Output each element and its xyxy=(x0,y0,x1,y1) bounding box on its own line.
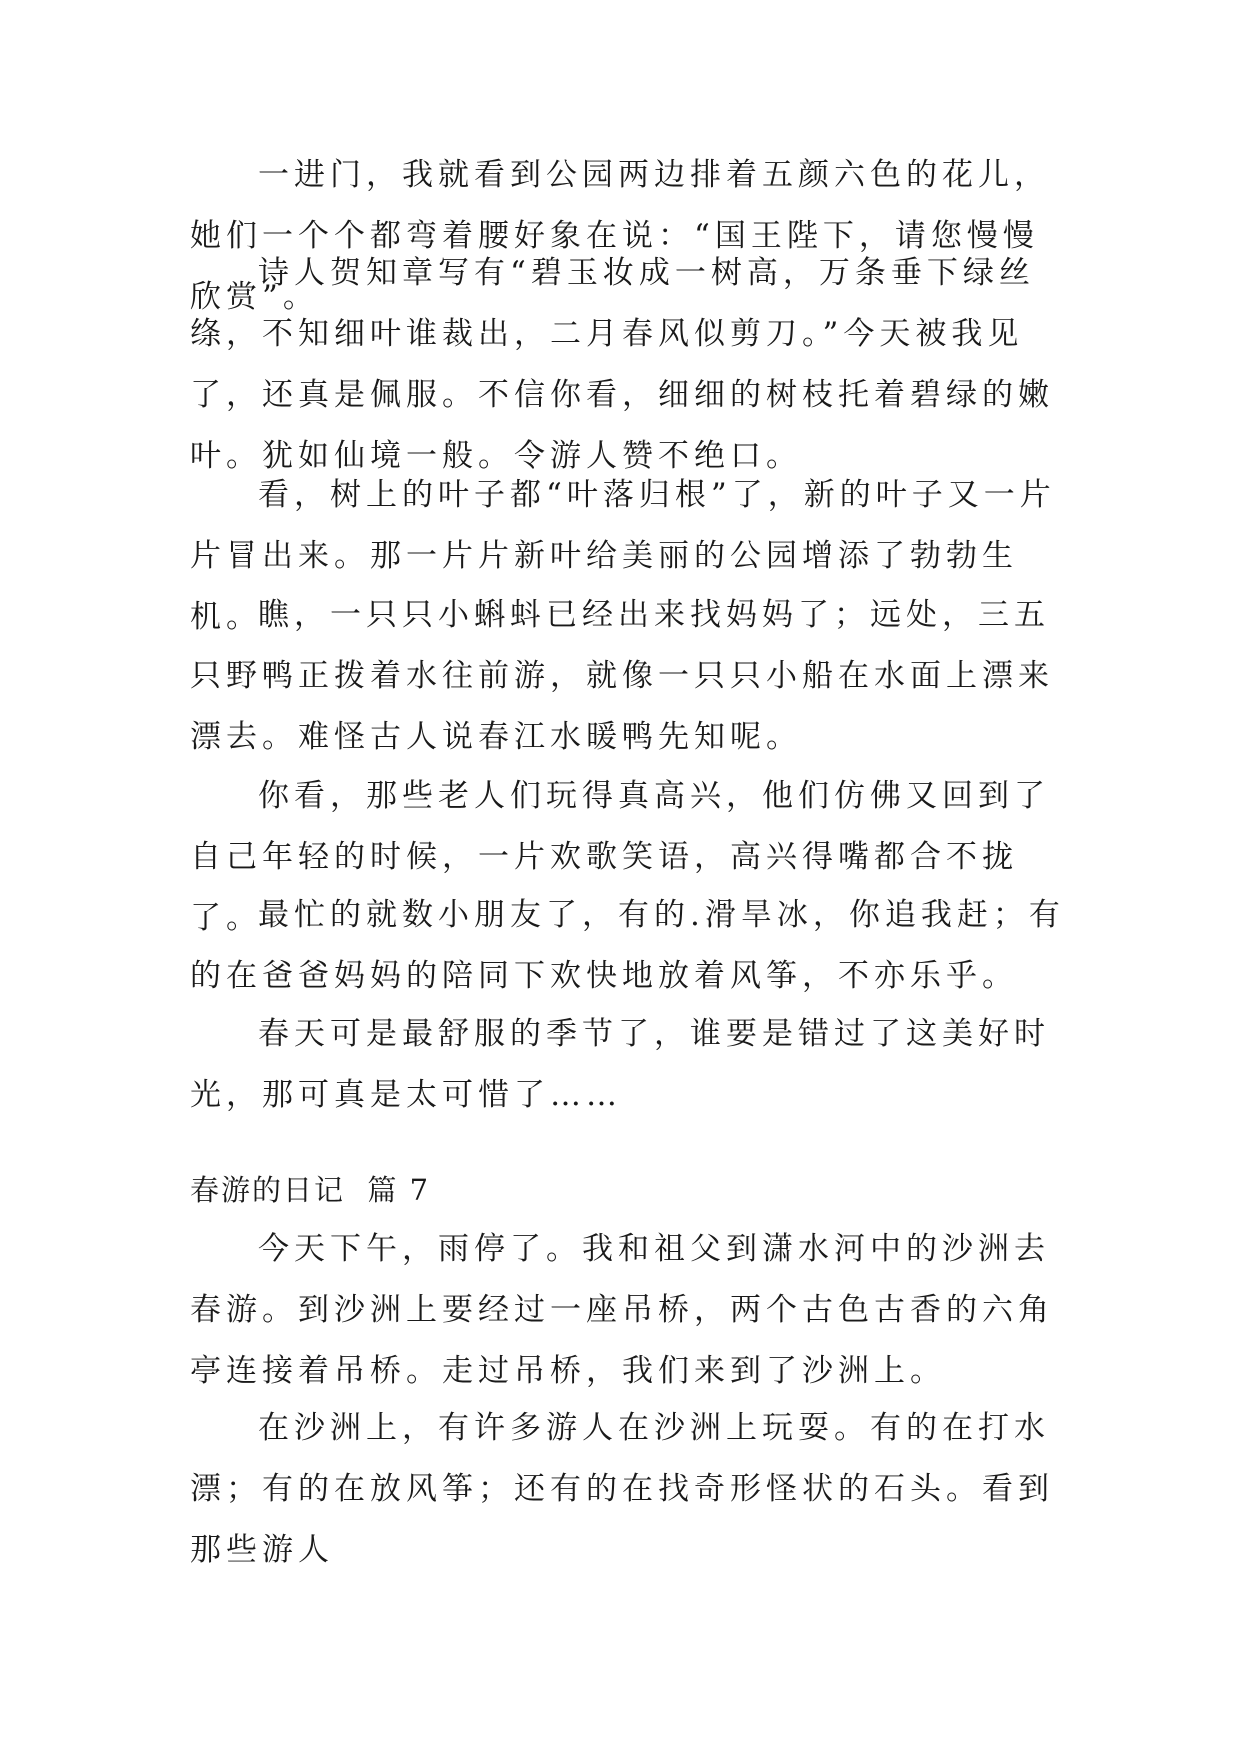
paragraph: 一进门，我就看到公园两边排着五颜六色的花儿，她们一个个都弯着腰好象在说：“国王陛下，请您慢慢欣赏”。 xyxy=(190,157,1050,315)
paragraph: 瞧，一只只小蝌蚪已经出来找妈妈了；远处，三五只野鸭正拨着水往前游，就像一只只小船在水面上漂来漂去。难怪古人说春江水暖鸭先知呢。 xyxy=(190,597,1054,755)
paragraph: 看，树上的叶子都“叶落归根”了，新的叶子又一片片冒出来。那一片片新叶给美丽的公园增添了勃勃生机。 xyxy=(190,477,1056,635)
paragraph: 你看，那些老人们玩得真高兴，他们仿佛又回到了自己年轻的时候，一片欢歌笑语，高兴得嘴都合不拢了。 xyxy=(190,778,1050,936)
paragraph: 春天可是最舒服的季节了，谁要是错过了这美好时光，那可真是太可惜了…… xyxy=(190,1016,1050,1113)
section-heading: 春游的日记 篇 7 xyxy=(190,1173,431,1207)
paragraph: 今天下午，雨停了。我和祖父到潇水河中的沙洲去春游。到沙洲上要经过一座吊桥，两个古色古香的六角亭连接着吊桥。走过吊桥，我们来到了沙洲上。 xyxy=(190,1231,1054,1389)
paragraph: 诗人贺知章写有“碧玉妆成一树高，万条垂下绿丝绦，不知细叶谁裁出，二月春风似剪刀。”今天被我见了，还真是佩服。不信你看，细细的树枝托着碧绿的嫩叶。犹如仙境一般。令游人赞不绝口。 xyxy=(190,255,1054,474)
paragraph: 最忙的就数小朋友了，有的.滑旱冰，你追我赶；有的在爸爸妈妈的陪同下欢快地放着风筝，不亦乐乎。 xyxy=(190,897,1065,994)
paragraph: 在沙洲上，有许多游人在沙洲上玩耍。有的在打水漂；有的在放风筝；还有的在找奇形怪状的石头。看到那些游人 xyxy=(190,1410,1054,1568)
